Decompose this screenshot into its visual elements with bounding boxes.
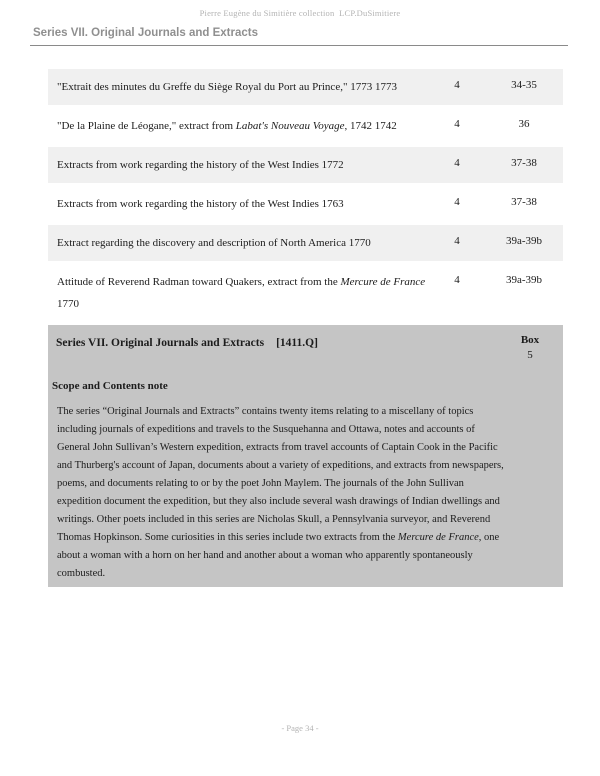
table-row bbox=[48, 69, 563, 105]
section-title bbox=[52, 333, 505, 363]
entry-box: 4 bbox=[454, 157, 460, 169]
entry-pages: 39a-39b bbox=[505, 235, 543, 247]
entry-box: 4 bbox=[454, 79, 460, 91]
entry-title: Extracts from work regarding the history of the West Indies 1772 bbox=[57, 159, 344, 171]
table-row bbox=[48, 147, 563, 183]
table-row bbox=[48, 225, 563, 261]
entries-table bbox=[48, 69, 563, 322]
entry-pages: 34-35 bbox=[511, 79, 537, 91]
box-column bbox=[505, 333, 555, 363]
entry-box: 4 bbox=[454, 118, 460, 130]
entry-title: Extracts from work regarding the history of the West Indies 1763 bbox=[57, 198, 344, 210]
collection-header: Pierre Eugène du Simitière collection LCP.DuSimitiere bbox=[199, 8, 401, 18]
entry-box: 4 bbox=[454, 196, 460, 208]
section-head bbox=[52, 333, 555, 363]
entry-box: 4 bbox=[454, 274, 460, 286]
entry-pages: 36 bbox=[518, 118, 530, 130]
series-section-block bbox=[48, 325, 563, 587]
section-title-text: Series VII. Original Journals and Extracts bbox=[56, 337, 265, 349]
table-row bbox=[48, 264, 563, 322]
entry-title: "De la Plaine de Léogane," extract from Labat's Nouveau Voyage, 1742 1742 bbox=[57, 120, 397, 132]
entry-box: 4 bbox=[454, 235, 460, 247]
entry-title: "Extrait des minutes du Greffe du Siège Royal du Port au Prince," 1773 1773 bbox=[57, 81, 397, 93]
series-banner-label: Series VII. Original Journals and Extracts bbox=[33, 27, 258, 39]
entry-pages: 37-38 bbox=[511, 196, 537, 208]
table-row bbox=[48, 186, 563, 222]
series-banner bbox=[30, 27, 568, 46]
box-label: Box bbox=[520, 334, 540, 346]
entry-title: Extract regarding the discovery and description of North America 1770 bbox=[57, 237, 371, 249]
table-row bbox=[48, 108, 563, 144]
box-value: 5 bbox=[527, 349, 533, 361]
page-content bbox=[48, 69, 563, 587]
page-footer: - Page 34 - bbox=[281, 723, 319, 733]
scope-text: The series “Original Journals and Extracts” contains twenty items relating to a miscellany of topics including journals of expeditions and travels to the Susquehanna and Ottawa, notes and accounts of General John Sullivan’s Western expedition, extracts from travel accounts of Captain Cook in the Pacific and Thurberg's account of Japan, documents about a variety of expeditions, and extracts from newspapers, poems, and documents relating to or by the poet John Maylem. The journals of the John Sullivan expedition document the expedition, but they also include several wash drawings of Indian dwellings and writings. Other poets included in this series are Nicholas Skull, a Pennsylvania surveyor, and Reverend Thomas Hopkinson. Some curiosities in this series include two extracts from the Mercure de France, one about a woman with a horn on her hand and another about a woman who apparently spontaneously combusted. bbox=[57, 406, 504, 579]
entry-pages: 39a-39b bbox=[505, 274, 543, 286]
scope-heading: Scope and Contents note bbox=[52, 380, 168, 392]
entry-title: Attitude of Reverend Radman toward Quakers, extract from the Mercure de France 1770 bbox=[57, 276, 426, 310]
section-id: [1411.Q] bbox=[276, 337, 318, 349]
entry-pages: 37-38 bbox=[511, 157, 537, 169]
